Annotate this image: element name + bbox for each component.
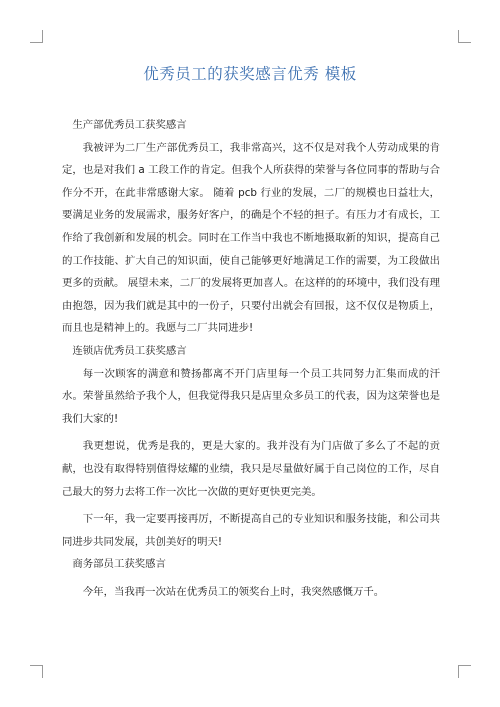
crop-mark-top-right: [458, 30, 471, 43]
crop-mark-bottom-right: [458, 665, 471, 678]
section-heading: 商务部员工获奖感言: [72, 558, 166, 571]
section-heading: 生产部优秀员工获奖感言: [72, 119, 187, 131]
paragraph: 下一年，我一定要再接再厉，不断提高自己的专业知识和服务技能，和公司共同进步共同发展，共创美好的明天!: [62, 513, 440, 548]
paragraph: 我被评为二厂生产部优秀员工，我非常高兴，这不仅是对我个人劳动成果的肯定，也是对我们 a 工段工作的肯定。但我个人所获得的荣誉与各位同事的帮助与合作分不开，在此非常感谢大家。 随着 pcb 行业的发展，二厂的规模也日益壮大，要满足业务的发展需求，服务好客户，的确是个不轻的担子。有压力才有成长，工作给了我创新和发展的机会。同时在工作当中我也不断地摄取新的知识，提高自己的工作技能、扩大自己的知识面，使自己能够更好地满足工作的需要，为工段做出更多的贡献。 展望未来，二厂的发展将更加喜人。在这样的的环境中，我们没有理由抱怨，因为我们就是其中的一份子，只要付出就会有回报，这不仅仅是物质上，而且也是精神上的。我愿与二厂共同进步!: [62, 141, 440, 335]
paragraph: 我更想说，优秀是我的，更是大家的。我并没有为门店做了多么了不起的贡献，也没有取得特别值得炫耀的业绩，我只是尽量做好属于自己岗位的工作，尽自己最大的努力去将工作一次比一次做的更好更快更完美。: [62, 440, 440, 498]
paragraph: 今年，当我再一次站在优秀员工的领奖台上时，我突然感慨万千。: [82, 585, 385, 598]
crop-mark-bottom-left: [30, 665, 43, 678]
document-body: [62, 114, 440, 603]
section-heading: 连锁店优秀员工获奖感言: [72, 344, 187, 357]
paragraph: 每一次顾客的满意和赞扬都离不开门店里每一个员工共同努力汇集而成的汗水。荣誉虽然给予我个人，但我觉得我只是店里众多员工的代表，因为这荣誉也是我们大家的!: [62, 367, 440, 425]
document-title: 优秀员工的获奖感言优秀 模板: [143, 65, 357, 83]
crop-mark-top-left: [30, 30, 43, 43]
